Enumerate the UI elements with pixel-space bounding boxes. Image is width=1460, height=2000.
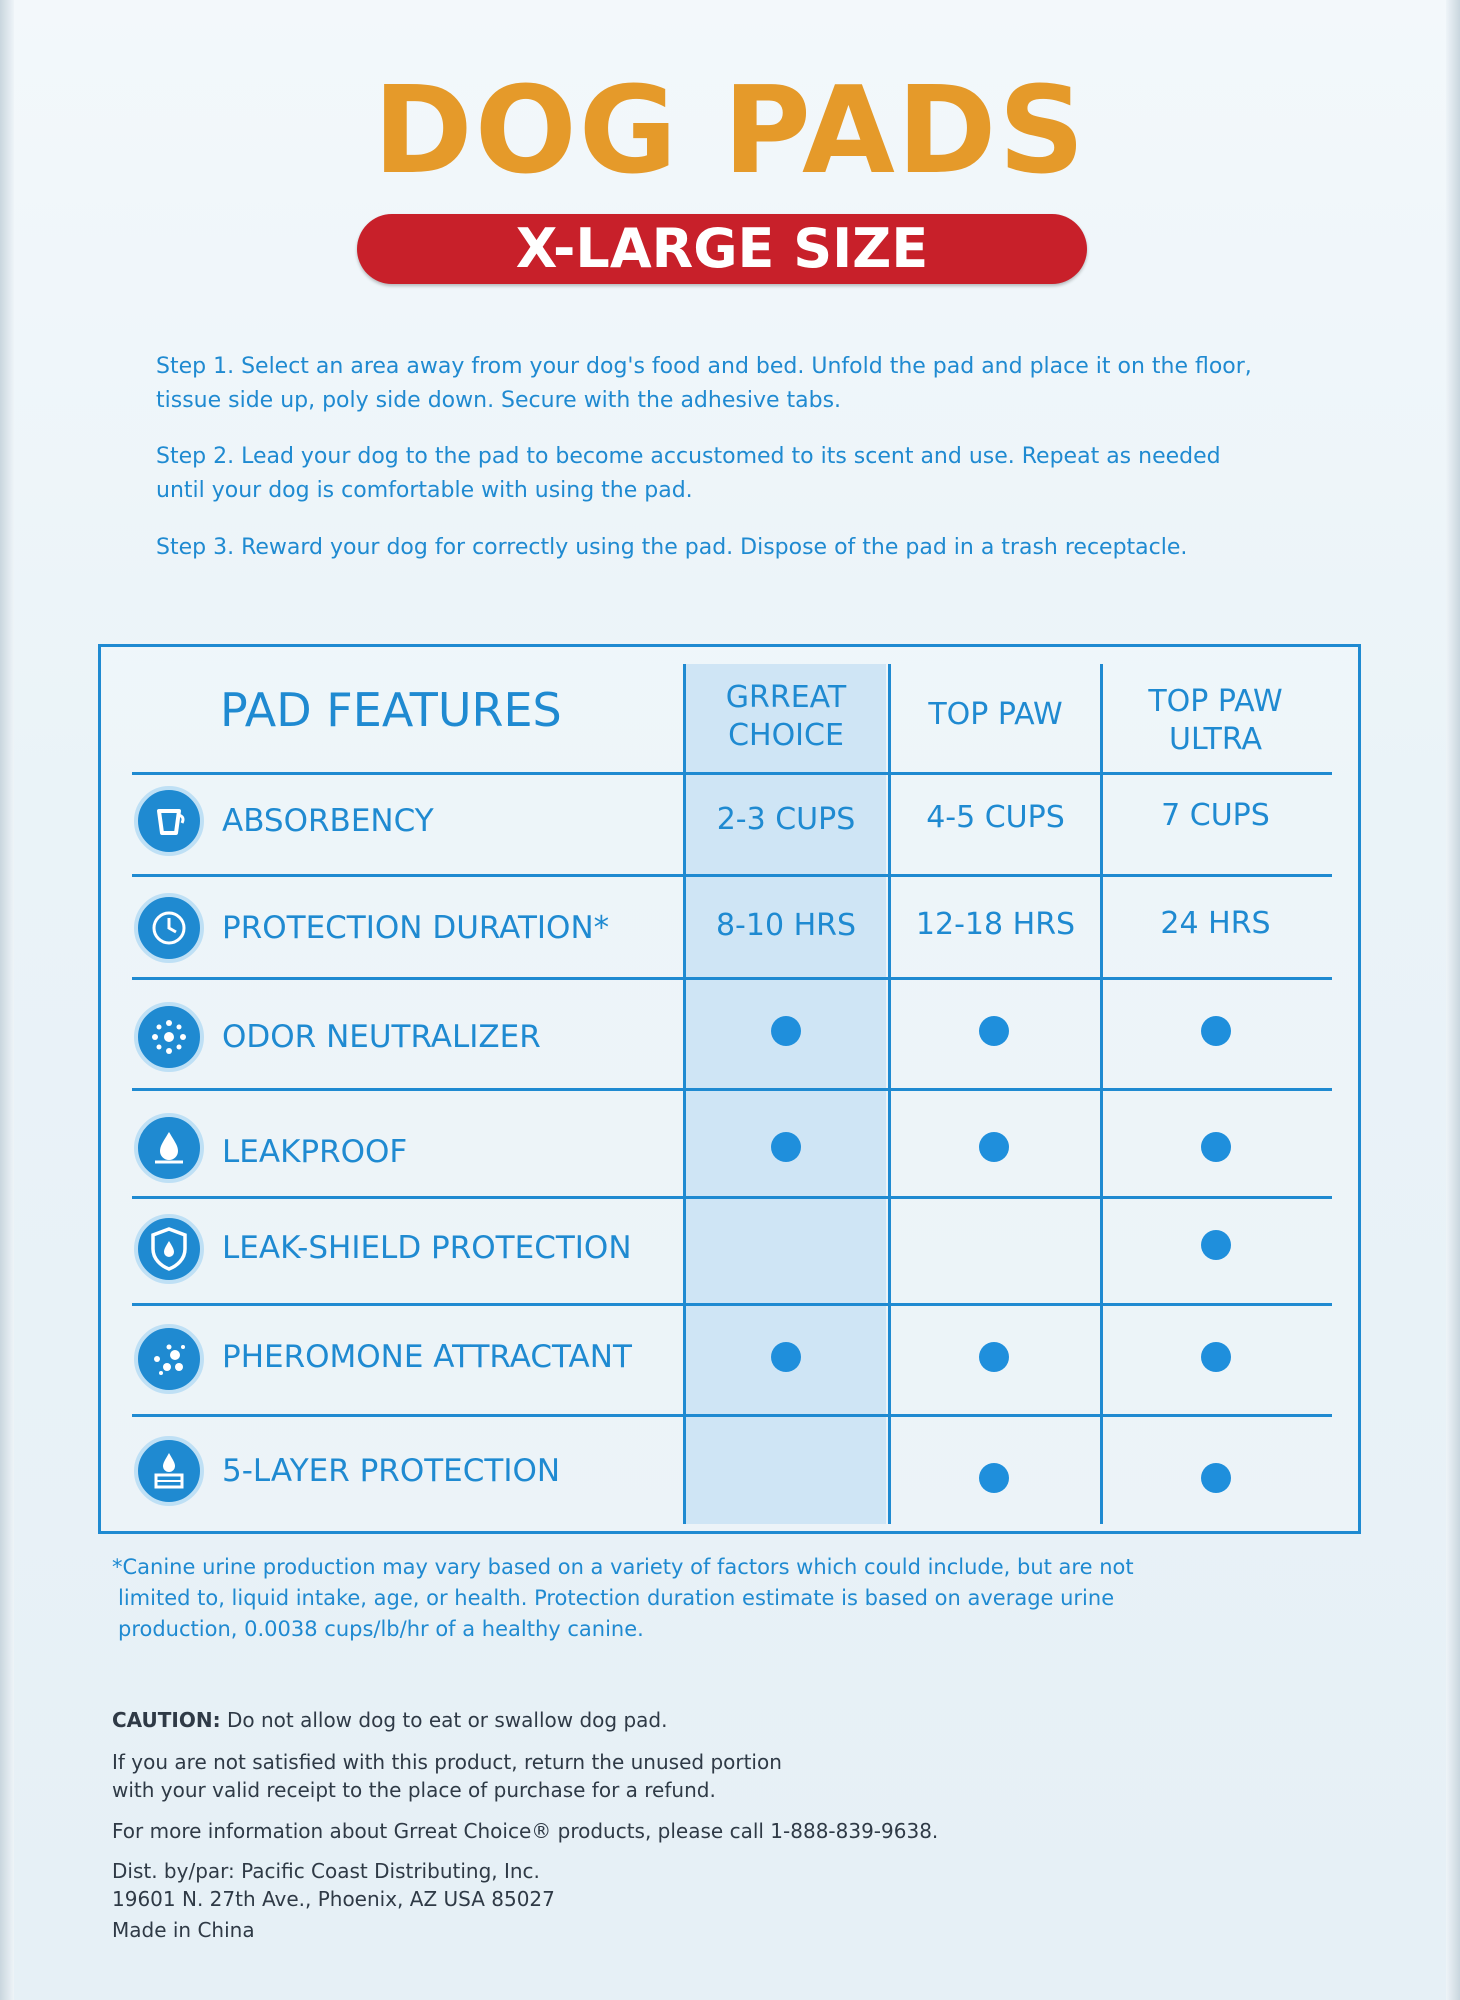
distributor-line: Dist. by/par: Pacific Coast Distributing, Inc. <box>112 1859 540 1883</box>
check-dot <box>1201 1463 1231 1493</box>
refund-line: with your valid receipt to the place of purchase for a refund. <box>112 1778 716 1802</box>
cup-icon <box>134 786 204 856</box>
row-label-leakproof: LEAKPROOF <box>222 1134 408 1170</box>
row-divider <box>132 1414 1332 1417</box>
column-header-line: TOP PAW <box>1148 684 1283 719</box>
step-3 <box>156 531 1296 565</box>
check-dot <box>771 1342 801 1372</box>
molecule-icon <box>134 1324 204 1394</box>
package-edge-right <box>1446 0 1460 2000</box>
contact-info: For more information about Grreat Choice® products, please call 1-888-839-9638. <box>112 1819 939 1843</box>
step-1-line-2: tissue side up, poly side down. Secure with the adhesive tabs. <box>156 388 842 413</box>
row-divider <box>132 1088 1332 1091</box>
water-drop-icon <box>134 1113 204 1183</box>
package-edge-left <box>0 0 14 2000</box>
check-dot <box>1201 1132 1231 1162</box>
highlight-column <box>686 664 886 1524</box>
check-dot <box>979 1342 1009 1372</box>
column-header-line: TOP PAW <box>928 697 1063 732</box>
cell-absorbency-grreat-choice: 2-3 CUPS <box>716 802 856 837</box>
layers-icon <box>134 1436 204 1506</box>
check-dot <box>771 1132 801 1162</box>
clock-icon <box>134 893 204 963</box>
distributor <box>112 1857 1262 1913</box>
row-label-protection-duration: PROTECTION DURATION* <box>222 910 610 946</box>
check-dot <box>1201 1230 1231 1260</box>
caution-line <box>112 1706 1262 1734</box>
table-heading: PAD FEATURES <box>220 683 562 737</box>
column-divider <box>888 664 891 1524</box>
column-divider <box>1100 664 1103 1524</box>
row-label-leak-shield-protection: LEAK-SHIELD PROTECTION <box>222 1230 632 1266</box>
check-dot <box>979 1132 1009 1162</box>
footnote-line: production, 0.0038 cups/lb/hr of a healthy canine. <box>118 1617 644 1641</box>
row-label-odor-neutralizer: ODOR NEUTRALIZER <box>222 1019 541 1055</box>
check-dot <box>1201 1342 1231 1372</box>
column-divider <box>683 664 686 1524</box>
row-divider <box>132 1196 1332 1199</box>
step-1-line-1: Step 1. Select an area away from your dog's food and bed. Unfold the pad and place it on the floor, <box>156 354 1252 379</box>
row-divider <box>132 977 1332 980</box>
step-2 <box>156 440 1296 508</box>
distributor-line: 19601 N. 27th Ave., Phoenix, AZ USA 85027 <box>112 1887 555 1911</box>
refund-policy <box>112 1748 1262 1804</box>
check-dot <box>1201 1016 1231 1046</box>
column-header-line: ULTRA <box>1168 722 1263 757</box>
cell-duration-top-paw: 12-18 HRS <box>915 907 1076 942</box>
row-label-5-layer-protection: 5-LAYER PROTECTION <box>222 1453 561 1489</box>
check-dot <box>979 1016 1009 1046</box>
column-header-line: CHOICE <box>728 718 844 753</box>
footnote <box>112 1552 1262 1645</box>
step-2-line-2: until your dog is comfortable with using the pad. <box>156 478 693 503</box>
footnote-line: *Canine urine production may vary based on a variety of factors which could include, but are not <box>112 1555 1134 1579</box>
row-label-pheromone-attractant: PHEROMONE ATTRACTANT <box>222 1339 632 1375</box>
caution-text: Do not allow dog to eat or swallow dog pad. <box>220 1708 668 1732</box>
cell-duration-top-paw-ultra: 24 HRS <box>1160 906 1271 941</box>
refund-line: If you are not satisfied with this product, return the unused portion <box>112 1750 782 1774</box>
check-dot <box>771 1016 801 1046</box>
cell-absorbency-top-paw-ultra: 7 CUPS <box>1161 798 1270 833</box>
product-title: DOG PADS <box>373 62 1087 201</box>
size-banner: X-LARGE SIZE <box>357 214 1087 284</box>
step-2-line-1: Step 2. Lead your dog to the pad to become accustomed to its scent and use. Repeat as needed <box>156 444 1221 469</box>
row-divider <box>132 772 1332 775</box>
sparkle-icon <box>134 1002 204 1072</box>
step-1 <box>156 350 1296 418</box>
shield-icon <box>134 1214 204 1284</box>
cell-duration-grreat-choice: 8-10 HRS <box>715 908 857 943</box>
column-header-top-paw <box>891 696 1100 734</box>
caution-label: CAUTION: <box>112 1708 221 1732</box>
row-divider <box>132 874 1332 877</box>
cell-absorbency-top-paw: 4-5 CUPS <box>926 800 1065 835</box>
column-header-grreat-choice <box>686 679 886 755</box>
check-dot <box>979 1463 1009 1493</box>
column-header-top-paw-ultra <box>1103 683 1328 759</box>
column-header-line: GRREAT <box>725 680 847 715</box>
country-of-origin: Made in China <box>112 1918 255 1942</box>
footnote-line: limited to, liquid intake, age, or health. Protection duration estimate is based on average urine <box>118 1586 1115 1610</box>
row-divider <box>132 1303 1332 1306</box>
row-label-absorbency: ABSORBENCY <box>222 803 434 839</box>
step-3-line-1: Step 3. Reward your dog for correctly using the pad. Dispose of the pad in a trash receptacle. <box>156 535 1188 560</box>
